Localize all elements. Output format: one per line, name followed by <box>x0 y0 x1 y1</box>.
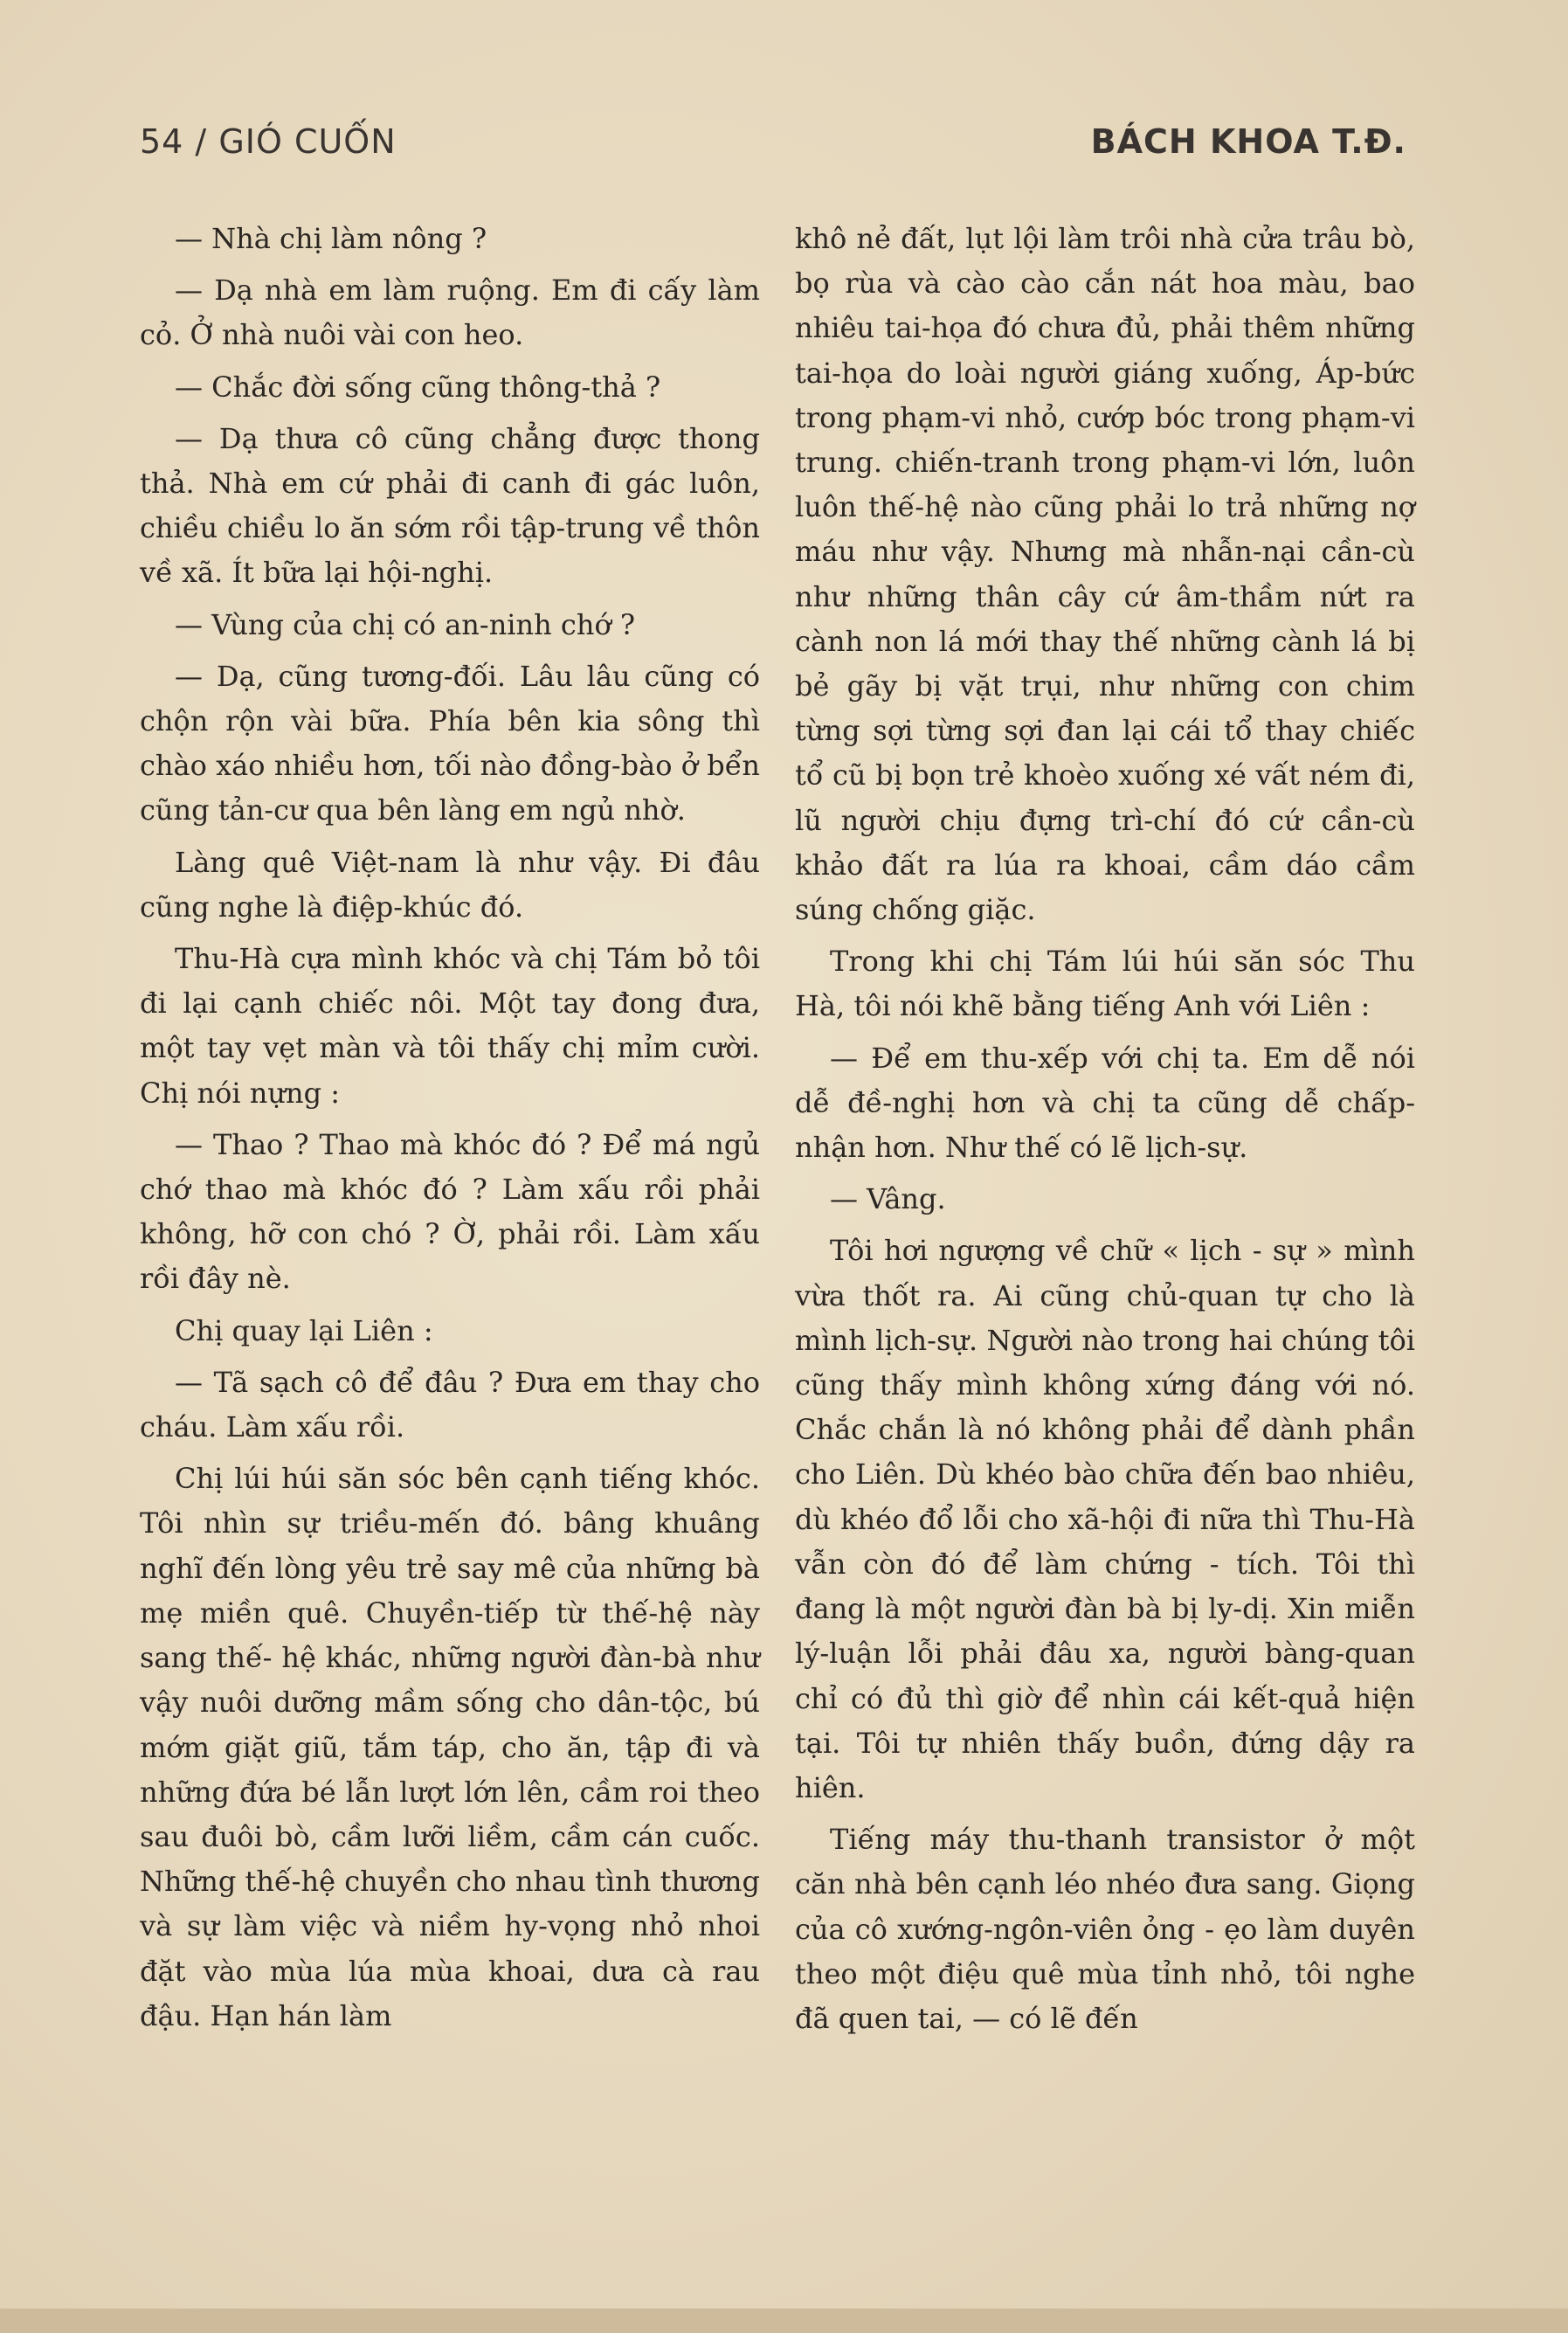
paragraph: Tiếng máy thu-thanh transistor ở một căn nhà bên cạnh léo nhéo đưa sang. Giọng của cô xướng-ngôn-viên ỏng - ẹo làm duyên theo một điệu quê mùa tỉnh nhỏ, tôi nghe đã quen tai, — có lẽ đến <box>795 1823 1415 2035</box>
page-number-and-title: 54 / GIÓ CUỐN <box>140 122 397 161</box>
page-edge <box>0 2309 1568 2333</box>
paragraph: — Vùng của chị có an-ninh chớ ? <box>175 607 636 641</box>
paragraph: — Nhà chị làm nông ? <box>175 222 487 255</box>
paragraph: Làng quê Việt-nam là như vậy. Đi đâu cũng nghe là điệp-khúc đó. <box>140 845 760 924</box>
paragraph: — Dạ thưa cô cũng chẳng được thong thả. Nhà em cứ phải đi canh đi gác luôn, chiều chiều lo ăn sớm rồi tập-trung về thôn về xã. Ít bữa lại hội-nghị. <box>140 421 760 590</box>
paragraph: — Chắc đời sống cũng thông-thả ? <box>175 370 661 404</box>
paragraph: — Tã sạch cô để đâu ? Đưa em thay cho cháu. Làm xấu rồi. <box>140 1365 760 1444</box>
publication-name: BÁCH KHOA T.Đ. <box>1090 122 1406 161</box>
paragraph: Thu-Hà cựa mình khóc và chị Tám bỏ tôi đi lại cạnh chiếc nôi. Một tay đong đưa, một tay vẹt màn và tôi thấy chị mỉm cười. Chị nói nựng : <box>140 942 760 1110</box>
paragraph: Chị lúi húi săn sóc bên cạnh tiếng khóc. Tôi nhìn sự triều-mến đó. bâng khuâng nghĩ đến lòng yêu trẻ say mê của những bà mẹ miền quê. Chuyền-tiếp từ thế-hệ này sang thế- hệ khác, những người đàn-bà như vậy nuôi dưỡng mầm sống cho dân-tộc, bú mớm giặt giũ, tắm táp, cho ăn, tập đi và những đứa bé lẫn lượt lớn lên, cầm roi theo sau đuôi bò, cầm lưỡi liềm, cầm cán cuốc. Những thế-hệ chuyền cho nhau tình thương và sự làm việc và niềm hy-vọng nhỏ nhoi đặt vào mùa lúa mùa khoai, dưa cà rau đậu. Hạn hán làm <box>140 1462 760 2032</box>
paragraph: — Thao ? Thao mà khóc đó ? Để má ngủ chớ thao mà khóc đó ? Làm xấu rồi phải không, hỡ con chó ? Ờ, phải rồi. Làm xấu rồi đây nè. <box>140 1127 760 1296</box>
paragraph: Trong khi chị Tám lúi húi săn sóc Thu Hà, tôi nói khẽ bằng tiếng Anh với Liên : <box>795 945 1415 1023</box>
paragraph: — Để em thu-xếp với chị ta. Em dễ nói dễ đề-nghị hơn và chị ta cũng dễ chấp-nhận hơn. Như thế có lẽ lịch-sự. <box>795 1041 1415 1165</box>
running-header <box>140 122 1406 175</box>
paragraph: Chị quay lại Liên : <box>175 1313 433 1347</box>
paragraph: Tôi hơi ngượng về chữ « lịch - sự » mình vừa thốt ra. Ai cũng chủ-quan tự cho là mình lịch-sự. Người nào trong hai chúng tôi cũng thấy mình không xứng đáng với nó. Chắc chắn là nó không phải để dành phần cho Liên. Dù khéo bào chữa đến bao nhiêu, dù khéo đổ lỗi cho xã-hội đi nữa thì Thu-Hà vẫn còn đó để làm chứng - tích. Tôi thì đang là một người đàn bà bị ly-dị. Xin miễn lý-luận lỗi phải đâu xa, người bàng-quan chỉ có đủ thì giờ để nhìn cái kết-quả hiện tại. Tôi tự nhiên thấy buồn, đứng dậy ra hiên. <box>795 1234 1415 1804</box>
paragraph: — Dạ, cũng tương-đối. Lâu lâu cũng có chộn rộn vài bữa. Phía bên kia sông thì chào xáo nhiều hơn, tối nào đồng-bào ở bển cũng tản-cư qua bên làng em ngủ nhờ. <box>140 659 760 827</box>
paragraph: — Vâng. <box>830 1182 946 1216</box>
paragraph-continued: khô nẻ đất, lụt lội làm trôi nhà cửa trâu bò, bọ rùa và cào cào cắn nát hoa màu, bao nhiêu tai-họa đó chưa đủ, phải thêm những tai-họa do loài người giáng xuống, Áp-bức trong phạm-vi nhỏ, cướp bóc trong phạm-vi trung. chiến-tranh trong phạm-vi lớn, luôn luôn thế-hệ nào cũng phải lo trả những nợ máu như vậy. Nhưng mà nhẫn-nại cần-cù như những thân cây cứ âm-thầm nứt ra cành non lá mới thay thế những cành lá bị bẻ gãy bị vặt trụi, như những con chim từng sợi từng sợi đan lại cái tổ thay chiếc tổ cũ bị bọn trẻ khoèo xuống xé vất ném đi, lũ người chịu đựng trì-chí đó cứ cần-cù khảo đất ra lúa ra khoai, cầm dáo cầm súng chống giặc. <box>795 222 1415 927</box>
right-column <box>795 217 1415 2048</box>
paragraph: — Dạ nhà em làm ruộng. Em đi cấy làm cỏ. Ở nhà nuôi vài con heo. <box>140 273 760 352</box>
left-column <box>140 217 760 2046</box>
